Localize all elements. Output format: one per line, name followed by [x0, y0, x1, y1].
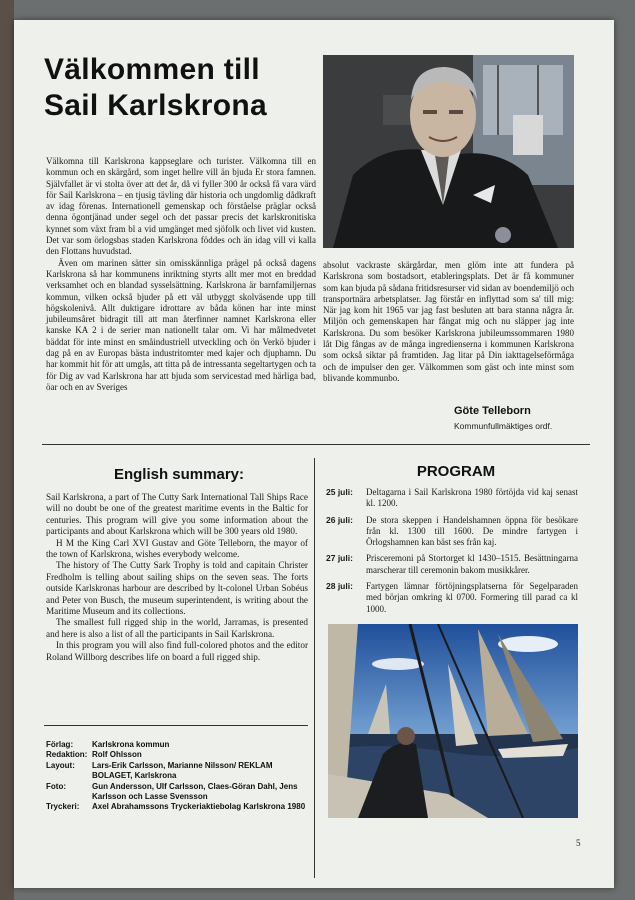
credit-label: Förlag: [46, 740, 74, 749]
credit-label: Tryckeri: [46, 802, 80, 812]
intro-column-1 [46, 156, 316, 393]
english-paragraph: In this program you will also find full-colored photos and the editor Roland Willborg describes life on board a full rigged ship. [46, 640, 308, 662]
title-line-1: Välkommen till [44, 53, 260, 86]
credit-row [46, 750, 310, 760]
credit-value: Lars-Erik Carlsson, Marianne Nilsson/ REKLAM BOLAGET, Karlskrona [92, 760, 273, 781]
credit-label: Layout: [46, 760, 75, 770]
title-line-2: Sail Karlskrona [44, 89, 267, 122]
sailing-illustration [328, 624, 578, 818]
program-item [326, 515, 578, 549]
credit-row [46, 802, 310, 812]
credit-value: Rolf Ohlsson [92, 750, 142, 760]
credit-value: Gun Andersson, Ulf Carlsson, Claes-Göran Dahl, Jens Karlsson och Lasse Svensson [92, 781, 298, 802]
portrait-illustration [323, 55, 574, 248]
program-date: 25 juli: [326, 487, 353, 497]
credit-value: Axel Abrahamssons Tryckeriaktiebolag Karlskrona 1980 [92, 802, 306, 812]
english-paragraph: The smallest full rigged ship in the world, Jarramas, is presented and here is also a list of all the participants in Sail Karlskrona. [46, 617, 308, 639]
english-summary [46, 492, 308, 663]
program-text: Prisceremoni på Stortorget kl 1430–1515. Besättningarna marscherar till ceremonin bakom musikkårer. [366, 553, 578, 575]
credits-list [46, 740, 310, 813]
english-summary-title: English summary: [113, 466, 245, 483]
credits-divider [44, 725, 308, 726]
program-item [326, 581, 578, 615]
divider-vertical [314, 458, 315, 878]
program-text: Deltagarna i Sail Karlskrona 1980 förtöjda vid kaj senast kl. 1200. [366, 487, 578, 509]
credit-label: Foto: [46, 781, 66, 791]
credit-row [46, 782, 310, 803]
divider-horizontal [42, 444, 590, 445]
program-date: 26 juli: [326, 514, 353, 525]
magazine-spine [0, 0, 14, 900]
english-paragraph: H M the King Carl XVI Gustav and Göte Telleborn, the mayor of the town of Karlskrona, wishes everybody welcome. [46, 537, 308, 560]
sailing-photo [328, 624, 578, 818]
program-text: Fartygen lämnar förtöjningsplatserna för Segelparaden med början omkring kl 0700. Formering till parad ca kl 1000. [366, 581, 578, 614]
magazine-page [14, 20, 614, 888]
page-number: 5 [576, 838, 581, 848]
credit-label: Redaktion: [46, 750, 88, 760]
english-paragraph: The history of The Cutty Sark Trophy is told and capitain Christer Fredholm is telling about sailing ships on the seven seas. The forts outside Karlskronas harbour are described by lt-colonel Urban Sobéus and Peter von Busch, the museum superintendent, is writing about the Maritime Museum and its collections. [46, 560, 308, 617]
english-paragraph: Sail Karlskrona, a part of The Cutty Sark International Tall Ships Race will no doubt be one of the greatest maritime events in the Baltic for centuries. This program will give you some information about the participants and about Karlskrona which will be 300 years old 1980. [46, 492, 308, 537]
program-item [326, 553, 578, 576]
intro-paragraph: Välkomna till Karlskrona kappseglare och turister. Välkomna till en kommun och en skärgård, som inget hellre vill än bjuda Er stora famnen. Självfallet är vi stolta över att det år, då vi fyller 300 år också få vara värd för Sail Karlskrona – en tjusig tävling där historia och ungdomlig dådkraft av idag förenas. Internationell gemenskap och förståelse präglar också denna ögontjänad under segel och det passar precis det karlskronitiska kynnet som växt fram bl a vid umgänget med sjöfolk och livet vid kusten. Det var som örlogsbas staden Karlskrona föddes och än idag vill vi kalla den Flottans huvudstad. [46, 156, 316, 257]
program-text: De stora skeppen i Handelshamnen öppna för besökare från kl. 1300 till 1600. De mindre fartygen i Örlogshamnen kan bäst ses från kaj. [366, 514, 578, 548]
program-date: 27 juli: [326, 553, 353, 564]
credit-row [46, 740, 310, 750]
signature-block [454, 405, 594, 431]
program-list [326, 487, 578, 620]
credit-row [46, 761, 310, 782]
program-date: 28 juli: [326, 581, 353, 592]
signature-name: Göte Telleborn [454, 405, 531, 417]
program-item [326, 487, 578, 510]
intro-column-2: absolut vackraste skärgårdar, men glöm inte att fundera på Karlskrona som bostadsort, etableringsplats. Det är få kommuner som kan bjuda på sådana fritidsresurser vid sidan av boendemiljö och transportnära arbetsplatser. Jag förstår en inflyttad som sa' till mig: När jag kom hit 1965 var jag fast besluten att bara stanna några år. Miljön och gemenskapen har fångat mig och nu släpper jag inte Karlskrona. Du som besöker Karlskrona jubileumssommaren 1980 låt Dig fångas av de många ingredienserna i kommunen Karlskrona som också siktar på framtiden. Jag litar på Din iakttagelseförmåga och de impulser den ger. Välkommen som gäst och inte minst som blivande kommunbo. [323, 260, 574, 383]
program-title: PROGRAM [416, 463, 496, 480]
intro-paragraph: Även om marinen sätter sin omisskännliga prägel på också dagens Karlskrona så har kommunens inriktning styrts allt mer mot en breddad verksamhet och en blandad sysselsättning. Karlskrona är barnfamiljernas kommun, vilken också bjuder på ett väl utbyggt skolväsende upp till högskolenivå. Allt duktigare idrottare av båda könen har inte minst jubileumsåret bidragit till att man återfinner namnet Karlskrona eller kanske KA 2 i de serier man nationellt talar om. Vi har målmedvetet bäddat för inte minst en småindustriell utveckling och ön Verkö bjuder i dag på en av Europas bästa industritomter med kajer och djuphamn. Du har kommit hit för att umgås, att titta på de intressanta segeltartygen och ta för Dig av vad Karlskrona har att bjuda som servicestad med härliga bad, öar och en av Sveriges [46, 257, 316, 392]
credit-value: Karlskrona kommun [92, 740, 170, 749]
page-title [44, 52, 324, 124]
signature-role: Kommunfullmäktiges ordf. [454, 421, 553, 431]
portrait-photo [323, 55, 574, 248]
